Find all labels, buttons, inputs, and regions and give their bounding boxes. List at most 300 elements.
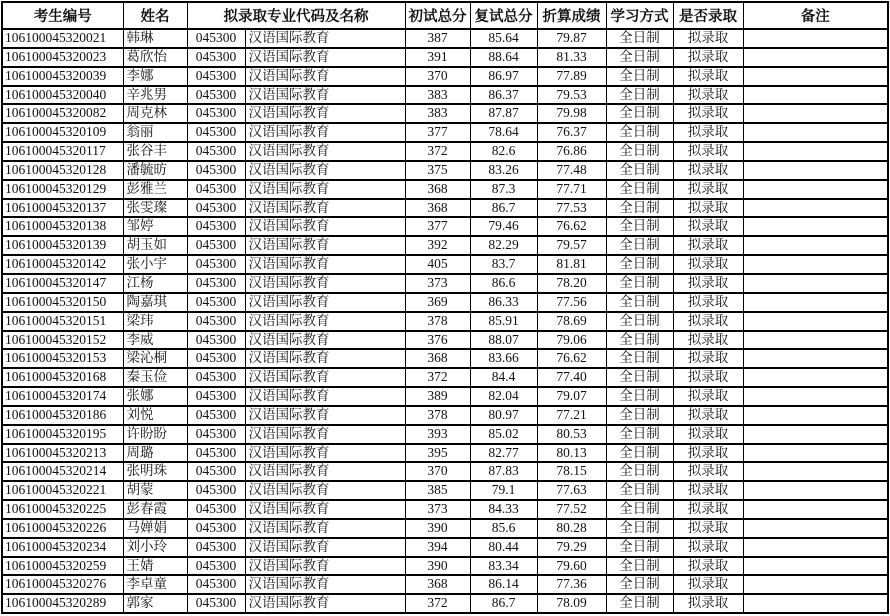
cell-major-code: 045300 <box>187 29 245 48</box>
header-candidate-id: 考生编号 <box>2 2 123 29</box>
cell-major-name: 汉语国际教育 <box>245 312 405 331</box>
table-row <box>2 368 888 387</box>
cell-major-code: 045300 <box>187 500 245 519</box>
admission-list-table <box>1 1 889 614</box>
cell-study-mode: 全日制 <box>606 86 673 105</box>
cell-admission-status: 拟录取 <box>673 331 743 350</box>
cell-admission-status: 拟录取 <box>673 104 743 123</box>
table-row <box>2 462 888 481</box>
table-row <box>2 255 888 274</box>
cell-name: 邹婷 <box>123 217 187 236</box>
cell-name: 彭春霞 <box>123 500 187 519</box>
cell-study-mode: 全日制 <box>606 67 673 86</box>
cell-remark <box>743 199 888 218</box>
cell-remark <box>743 481 888 500</box>
cell-candidate-id: 106100045320128 <box>2 161 123 180</box>
cell-retest-score: 86.14 <box>470 575 537 594</box>
cell-admission-status: 拟录取 <box>673 236 743 255</box>
cell-retest-score: 88.07 <box>470 331 537 350</box>
cell-major-name: 汉语国际教育 <box>245 575 405 594</box>
cell-candidate-id: 106100045320117 <box>2 142 123 161</box>
cell-name: 王婧 <box>123 557 187 576</box>
cell-candidate-id: 106100045320259 <box>2 557 123 576</box>
cell-major-name: 汉语国际教育 <box>245 86 405 105</box>
cell-candidate-id: 106100045320109 <box>2 123 123 142</box>
header-name: 姓名 <box>123 2 187 29</box>
cell-retest-score: 83.34 <box>470 557 537 576</box>
cell-candidate-id: 106100045320040 <box>2 86 123 105</box>
cell-major-name: 汉语国际教育 <box>245 557 405 576</box>
cell-major-code: 045300 <box>187 462 245 481</box>
cell-remark <box>743 255 888 274</box>
cell-candidate-id: 106100045320214 <box>2 462 123 481</box>
cell-remark <box>743 331 888 350</box>
cell-remark <box>743 104 888 123</box>
cell-major-name: 汉语国际教育 <box>245 67 405 86</box>
cell-major-code: 045300 <box>187 349 245 368</box>
cell-initial-score: 378 <box>405 406 470 425</box>
cell-converted-score: 77.71 <box>537 180 606 199</box>
cell-major-code: 045300 <box>187 406 245 425</box>
cell-initial-score: 372 <box>405 594 470 613</box>
cell-major-name: 汉语国际教育 <box>245 236 405 255</box>
cell-study-mode: 全日制 <box>606 444 673 463</box>
cell-name: 梁沁桐 <box>123 349 187 368</box>
header-remark: 备注 <box>743 2 888 29</box>
table-row <box>2 29 888 48</box>
cell-major-code: 045300 <box>187 481 245 500</box>
cell-candidate-id: 106100045320139 <box>2 236 123 255</box>
cell-name: 周克林 <box>123 104 187 123</box>
cell-remark <box>743 500 888 519</box>
table-row <box>2 123 888 142</box>
cell-major-name: 汉语国际教育 <box>245 387 405 406</box>
cell-admission-status: 拟录取 <box>673 48 743 67</box>
cell-candidate-id: 106100045320226 <box>2 519 123 538</box>
cell-name: 韩琳 <box>123 29 187 48</box>
cell-admission-status: 拟录取 <box>673 312 743 331</box>
cell-name: 张雯璨 <box>123 199 187 218</box>
cell-major-name: 汉语国际教育 <box>245 406 405 425</box>
cell-study-mode: 全日制 <box>606 406 673 425</box>
table-row <box>2 557 888 576</box>
cell-major-name: 汉语国际教育 <box>245 594 405 613</box>
cell-converted-score: 77.53 <box>537 199 606 218</box>
cell-study-mode: 全日制 <box>606 594 673 613</box>
cell-converted-score: 78.15 <box>537 462 606 481</box>
cell-name: 潘毓昉 <box>123 161 187 180</box>
cell-retest-score: 78.64 <box>470 123 537 142</box>
header-converted-score: 折算成绩 <box>537 2 606 29</box>
table-row <box>2 180 888 199</box>
cell-name: 梁玮 <box>123 312 187 331</box>
cell-retest-score: 86.7 <box>470 199 537 218</box>
cell-converted-score: 76.37 <box>537 123 606 142</box>
cell-study-mode: 全日制 <box>606 557 673 576</box>
table-row <box>2 86 888 105</box>
cell-retest-score: 83.7 <box>470 255 537 274</box>
cell-major-name: 汉语国际教育 <box>245 331 405 350</box>
cell-initial-score: 370 <box>405 462 470 481</box>
cell-retest-score: 86.33 <box>470 293 537 312</box>
cell-admission-status: 拟录取 <box>673 180 743 199</box>
cell-remark <box>743 142 888 161</box>
table-row <box>2 217 888 236</box>
cell-major-name: 汉语国际教育 <box>245 142 405 161</box>
cell-candidate-id: 106100045320151 <box>2 312 123 331</box>
cell-admission-status: 拟录取 <box>673 67 743 86</box>
cell-initial-score: 368 <box>405 180 470 199</box>
cell-admission-status: 拟录取 <box>673 444 743 463</box>
table-row <box>2 48 888 67</box>
cell-name: 李娜 <box>123 67 187 86</box>
cell-remark <box>743 48 888 67</box>
cell-retest-score: 80.44 <box>470 538 537 557</box>
cell-retest-score: 85.02 <box>470 425 537 444</box>
cell-major-name: 汉语国际教育 <box>245 274 405 293</box>
cell-name: 许盼盼 <box>123 425 187 444</box>
cell-major-code: 045300 <box>187 199 245 218</box>
cell-major-name: 汉语国际教育 <box>245 538 405 557</box>
cell-major-name: 汉语国际教育 <box>245 500 405 519</box>
cell-study-mode: 全日制 <box>606 48 673 67</box>
table-row <box>2 274 888 293</box>
table-body <box>2 29 888 613</box>
cell-converted-score: 77.52 <box>537 500 606 519</box>
cell-study-mode: 全日制 <box>606 274 673 293</box>
cell-initial-score: 369 <box>405 293 470 312</box>
cell-major-name: 汉语国际教育 <box>245 255 405 274</box>
cell-major-code: 045300 <box>187 217 245 236</box>
cell-major-code: 045300 <box>187 236 245 255</box>
cell-retest-score: 79.46 <box>470 217 537 236</box>
cell-admission-status: 拟录取 <box>673 293 743 312</box>
cell-initial-score: 393 <box>405 425 470 444</box>
cell-remark <box>743 519 888 538</box>
cell-study-mode: 全日制 <box>606 500 673 519</box>
cell-remark <box>743 425 888 444</box>
cell-initial-score: 373 <box>405 500 470 519</box>
cell-major-name: 汉语国际教育 <box>245 48 405 67</box>
table-row <box>2 387 888 406</box>
cell-converted-score: 79.53 <box>537 86 606 105</box>
cell-converted-score: 79.29 <box>537 538 606 557</box>
cell-retest-score: 85.91 <box>470 312 537 331</box>
cell-candidate-id: 106100045320023 <box>2 48 123 67</box>
cell-converted-score: 78.69 <box>537 312 606 331</box>
cell-initial-score: 390 <box>405 519 470 538</box>
cell-admission-status: 拟录取 <box>673 274 743 293</box>
cell-major-code: 045300 <box>187 331 245 350</box>
header-row <box>2 2 888 29</box>
header-study-mode: 学习方式 <box>606 2 673 29</box>
cell-admission-status: 拟录取 <box>673 349 743 368</box>
cell-major-code: 045300 <box>187 142 245 161</box>
cell-study-mode: 全日制 <box>606 481 673 500</box>
cell-converted-score: 77.36 <box>537 575 606 594</box>
cell-major-name: 汉语国际教育 <box>245 29 405 48</box>
cell-major-code: 045300 <box>187 104 245 123</box>
cell-admission-status: 拟录取 <box>673 387 743 406</box>
table-row <box>2 161 888 180</box>
cell-name: 张谷丰 <box>123 142 187 161</box>
cell-name: 张小宇 <box>123 255 187 274</box>
cell-major-name: 汉语国际教育 <box>245 217 405 236</box>
cell-admission-status: 拟录取 <box>673 462 743 481</box>
cell-admission-status: 拟录取 <box>673 425 743 444</box>
cell-name: 李威 <box>123 331 187 350</box>
cell-study-mode: 全日制 <box>606 462 673 481</box>
cell-candidate-id: 106100045320221 <box>2 481 123 500</box>
cell-admission-status: 拟录取 <box>673 199 743 218</box>
cell-major-name: 汉语国际教育 <box>245 199 405 218</box>
cell-remark <box>743 274 888 293</box>
cell-remark <box>743 462 888 481</box>
cell-candidate-id: 106100045320213 <box>2 444 123 463</box>
cell-name: 辛兆男 <box>123 86 187 105</box>
cell-converted-score: 77.89 <box>537 67 606 86</box>
cell-admission-status: 拟录取 <box>673 481 743 500</box>
cell-study-mode: 全日制 <box>606 575 673 594</box>
cell-study-mode: 全日制 <box>606 387 673 406</box>
cell-admission-status: 拟录取 <box>673 123 743 142</box>
cell-remark <box>743 180 888 199</box>
table-row <box>2 142 888 161</box>
cell-initial-score: 376 <box>405 331 470 350</box>
cell-candidate-id: 106100045320152 <box>2 331 123 350</box>
cell-initial-score: 385 <box>405 481 470 500</box>
cell-retest-score: 85.64 <box>470 29 537 48</box>
cell-initial-score: 375 <box>405 161 470 180</box>
cell-candidate-id: 106100045320276 <box>2 575 123 594</box>
header-admission-status: 是否录取 <box>673 2 743 29</box>
cell-remark <box>743 444 888 463</box>
cell-major-name: 汉语国际教育 <box>245 123 405 142</box>
cell-remark <box>743 312 888 331</box>
cell-major-code: 045300 <box>187 312 245 331</box>
cell-retest-score: 86.37 <box>470 86 537 105</box>
cell-remark <box>743 387 888 406</box>
cell-initial-score: 383 <box>405 104 470 123</box>
cell-retest-score: 83.66 <box>470 349 537 368</box>
cell-study-mode: 全日制 <box>606 331 673 350</box>
cell-candidate-id: 106100045320289 <box>2 594 123 613</box>
cell-major-code: 045300 <box>187 425 245 444</box>
cell-major-code: 045300 <box>187 48 245 67</box>
table-row <box>2 538 888 557</box>
cell-candidate-id: 106100045320082 <box>2 104 123 123</box>
cell-converted-score: 77.56 <box>537 293 606 312</box>
table-row <box>2 312 888 331</box>
cell-remark <box>743 557 888 576</box>
cell-remark <box>743 293 888 312</box>
cell-retest-score: 85.6 <box>470 519 537 538</box>
cell-major-name: 汉语国际教育 <box>245 293 405 312</box>
cell-admission-status: 拟录取 <box>673 217 743 236</box>
cell-initial-score: 368 <box>405 199 470 218</box>
table-row <box>2 406 888 425</box>
cell-initial-score: 390 <box>405 557 470 576</box>
cell-major-name: 汉语国际教育 <box>245 462 405 481</box>
cell-major-code: 045300 <box>187 67 245 86</box>
cell-candidate-id: 106100045320137 <box>2 199 123 218</box>
cell-study-mode: 全日制 <box>606 104 673 123</box>
cell-retest-score: 79.1 <box>470 481 537 500</box>
cell-retest-score: 83.26 <box>470 161 537 180</box>
cell-initial-score: 383 <box>405 86 470 105</box>
cell-name: 翁丽 <box>123 123 187 142</box>
cell-major-code: 045300 <box>187 557 245 576</box>
cell-initial-score: 394 <box>405 538 470 557</box>
cell-major-code: 045300 <box>187 575 245 594</box>
cell-admission-status: 拟录取 <box>673 406 743 425</box>
cell-admission-status: 拟录取 <box>673 255 743 274</box>
cell-study-mode: 全日制 <box>606 236 673 255</box>
cell-retest-score: 86.6 <box>470 274 537 293</box>
cell-remark <box>743 575 888 594</box>
cell-converted-score: 79.07 <box>537 387 606 406</box>
cell-name: 张明珠 <box>123 462 187 481</box>
cell-converted-score: 80.53 <box>537 425 606 444</box>
cell-converted-score: 78.20 <box>537 274 606 293</box>
cell-candidate-id: 106100045320195 <box>2 425 123 444</box>
cell-name: 刘小玲 <box>123 538 187 557</box>
table-row <box>2 575 888 594</box>
cell-name: 秦玉俭 <box>123 368 187 387</box>
cell-retest-score: 82.29 <box>470 236 537 255</box>
cell-name: 刘悦 <box>123 406 187 425</box>
cell-converted-score: 76.62 <box>537 349 606 368</box>
cell-major-code: 045300 <box>187 123 245 142</box>
cell-major-name: 汉语国际教育 <box>245 104 405 123</box>
cell-major-code: 045300 <box>187 368 245 387</box>
table-row <box>2 500 888 519</box>
cell-converted-score: 79.60 <box>537 557 606 576</box>
cell-candidate-id: 106100045320021 <box>2 29 123 48</box>
cell-remark <box>743 29 888 48</box>
cell-name: 葛欣怡 <box>123 48 187 67</box>
cell-retest-score: 87.83 <box>470 462 537 481</box>
cell-name: 周璐 <box>123 444 187 463</box>
cell-candidate-id: 106100045320174 <box>2 387 123 406</box>
cell-initial-score: 373 <box>405 274 470 293</box>
cell-candidate-id: 106100045320234 <box>2 538 123 557</box>
cell-converted-score: 77.48 <box>537 161 606 180</box>
cell-converted-score: 80.28 <box>537 519 606 538</box>
cell-admission-status: 拟录取 <box>673 161 743 180</box>
cell-initial-score: 405 <box>405 255 470 274</box>
cell-candidate-id: 106100045320138 <box>2 217 123 236</box>
cell-major-code: 045300 <box>187 293 245 312</box>
cell-retest-score: 87.3 <box>470 180 537 199</box>
cell-study-mode: 全日制 <box>606 312 673 331</box>
cell-candidate-id: 106100045320150 <box>2 293 123 312</box>
cell-name: 彭雅兰 <box>123 180 187 199</box>
cell-study-mode: 全日制 <box>606 349 673 368</box>
header-major: 拟录取专业代码及名称 <box>187 2 405 29</box>
cell-major-name: 汉语国际教育 <box>245 519 405 538</box>
cell-retest-score: 87.87 <box>470 104 537 123</box>
cell-major-code: 045300 <box>187 180 245 199</box>
cell-remark <box>743 67 888 86</box>
cell-study-mode: 全日制 <box>606 519 673 538</box>
header-initial-score: 初试总分 <box>405 2 470 29</box>
cell-major-code: 045300 <box>187 387 245 406</box>
cell-converted-score: 78.09 <box>537 594 606 613</box>
cell-converted-score: 81.81 <box>537 255 606 274</box>
cell-major-name: 汉语国际教育 <box>245 180 405 199</box>
cell-retest-score: 82.77 <box>470 444 537 463</box>
cell-candidate-id: 106100045320153 <box>2 349 123 368</box>
cell-retest-score: 88.64 <box>470 48 537 67</box>
cell-converted-score: 79.87 <box>537 29 606 48</box>
cell-remark <box>743 161 888 180</box>
cell-candidate-id: 106100045320168 <box>2 368 123 387</box>
cell-candidate-id: 106100045320129 <box>2 180 123 199</box>
cell-converted-score: 79.57 <box>537 236 606 255</box>
table-row <box>2 236 888 255</box>
cell-admission-status: 拟录取 <box>673 519 743 538</box>
cell-major-name: 汉语国际教育 <box>245 161 405 180</box>
cell-name: 张娜 <box>123 387 187 406</box>
cell-study-mode: 全日制 <box>606 538 673 557</box>
cell-admission-status: 拟录取 <box>673 575 743 594</box>
cell-initial-score: 368 <box>405 575 470 594</box>
table-row <box>2 481 888 500</box>
cell-converted-score: 76.62 <box>537 217 606 236</box>
cell-name: 陶嘉琪 <box>123 293 187 312</box>
cell-initial-score: 395 <box>405 444 470 463</box>
cell-study-mode: 全日制 <box>606 29 673 48</box>
cell-study-mode: 全日制 <box>606 142 673 161</box>
cell-major-code: 045300 <box>187 86 245 105</box>
cell-retest-score: 82.6 <box>470 142 537 161</box>
cell-major-code: 045300 <box>187 161 245 180</box>
cell-converted-score: 77.63 <box>537 481 606 500</box>
cell-initial-score: 370 <box>405 67 470 86</box>
cell-study-mode: 全日制 <box>606 199 673 218</box>
cell-remark <box>743 217 888 236</box>
cell-remark <box>743 236 888 255</box>
cell-admission-status: 拟录取 <box>673 557 743 576</box>
cell-initial-score: 392 <box>405 236 470 255</box>
cell-initial-score: 387 <box>405 29 470 48</box>
cell-admission-status: 拟录取 <box>673 86 743 105</box>
cell-converted-score: 80.13 <box>537 444 606 463</box>
cell-retest-score: 86.97 <box>470 67 537 86</box>
cell-converted-score: 76.86 <box>537 142 606 161</box>
cell-initial-score: 368 <box>405 349 470 368</box>
cell-remark <box>743 368 888 387</box>
cell-initial-score: 377 <box>405 217 470 236</box>
cell-initial-score: 377 <box>405 123 470 142</box>
cell-admission-status: 拟录取 <box>673 500 743 519</box>
cell-retest-score: 84.33 <box>470 500 537 519</box>
cell-major-code: 045300 <box>187 538 245 557</box>
cell-remark <box>743 538 888 557</box>
header-retest-score: 复试总分 <box>470 2 537 29</box>
cell-major-name: 汉语国际教育 <box>245 425 405 444</box>
cell-initial-score: 391 <box>405 48 470 67</box>
cell-admission-status: 拟录取 <box>673 368 743 387</box>
cell-study-mode: 全日制 <box>606 255 673 274</box>
cell-major-code: 045300 <box>187 594 245 613</box>
cell-remark <box>743 86 888 105</box>
cell-major-code: 045300 <box>187 444 245 463</box>
table-row <box>2 331 888 350</box>
cell-major-name: 汉语国际教育 <box>245 368 405 387</box>
cell-candidate-id: 106100045320039 <box>2 67 123 86</box>
